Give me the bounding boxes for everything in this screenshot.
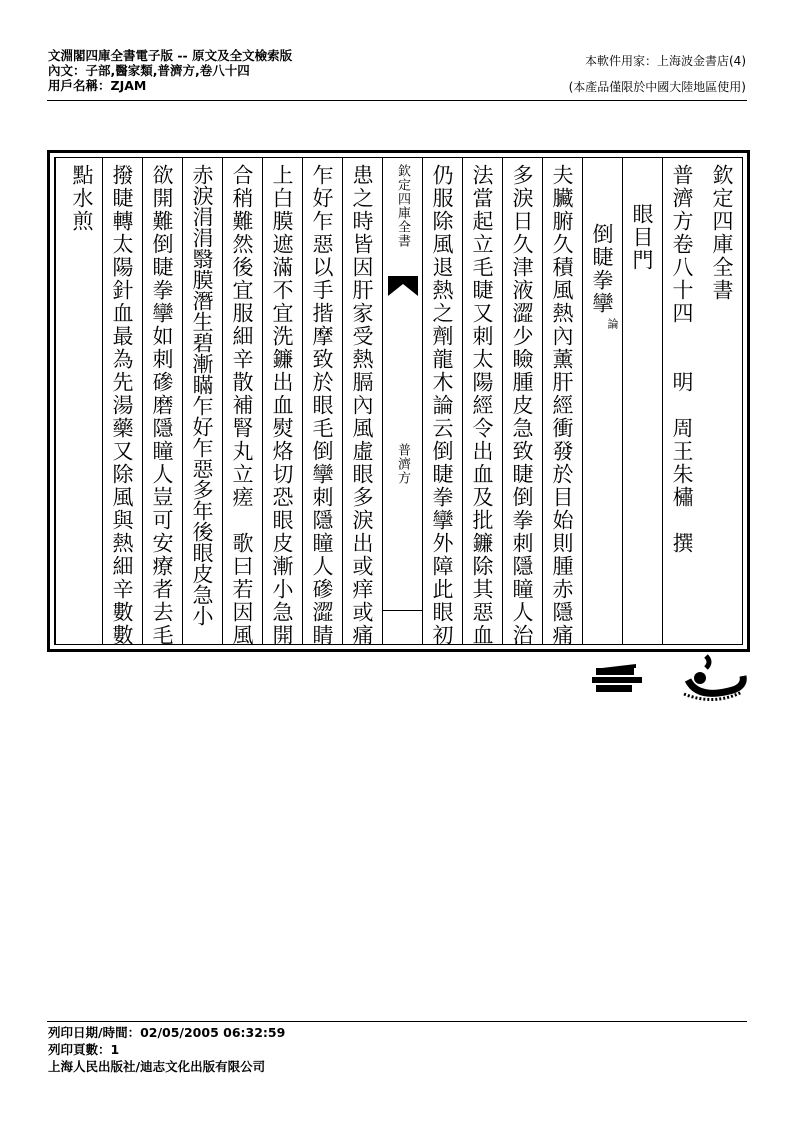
header-right	[569, 48, 746, 100]
footer-rule	[47, 1021, 747, 1022]
text-column-11: 上白膜遮滿不宜洗鐮出血熨烙切恐眼皮漸小急開	[262, 158, 302, 644]
footer	[48, 1024, 285, 1075]
header-username: 用戶名稱：ZJAM	[48, 78, 147, 93]
note-lun: 論	[606, 318, 619, 331]
fish-tail-mark-icon	[388, 276, 418, 296]
text-column-6: 多淚日久津液澀少瞼腫皮急致睫倒拳刺隱瞳人治	[502, 158, 542, 644]
header-left	[48, 48, 292, 93]
text-column-1: 欽定四庫全書	[710, 164, 734, 302]
text-column-9: 患之時皆因肝家受熱膈內風虛眼多淚出或痒或痛	[342, 158, 382, 644]
text-column-14: 欲開難倒睫拳攣如刺磣磨隱瞳人豈可安療者去毛	[142, 158, 182, 644]
header-title: 文淵閣四庫全書電子版 -- 原文及全文檢索版	[48, 48, 293, 63]
center-rule	[383, 610, 422, 611]
text-column-2: 普濟方卷八十四 明 周王朱橚 撰	[662, 158, 702, 644]
publisher-name: 上海人民出版社/迪志文化出版有限公司	[48, 1059, 266, 1074]
header-content-path: 內文：子部,醫家類,普濟方,卷八十四	[48, 63, 250, 78]
text-column-8: 仍服除風退熱之劑龍木論云倒睫拳攣外障此眼初	[422, 158, 462, 644]
center-book-name: 普濟方	[395, 443, 410, 485]
text-column-15: 撥睫轉太陽針血最為先湯藥又除風與熱細辛數數	[102, 158, 142, 644]
text-column-4: 倒睫拳攣 論	[582, 158, 622, 644]
text-grid	[54, 157, 743, 645]
text-column-5: 夫臟腑久積風熱內薰肝經衝發於目始則腫赤隱痛	[542, 158, 582, 644]
header-licensee: 本軟件用家：上海波金書店(4)	[585, 54, 746, 68]
page-frame	[47, 150, 750, 652]
header-rule	[47, 100, 747, 101]
text-column-13: 赤淚涓涓翳膜潛生碧漸瞞乍好乍惡多年後眼皮急小	[182, 158, 222, 644]
text-column-16: 點水煎	[55, 158, 102, 644]
print-datetime: 列印日期/時間：02/05/2005 06:32:59	[48, 1025, 286, 1040]
print-page-count: 列印頁數：1	[48, 1042, 120, 1057]
text-column-12: 合稍難然後宜服細辛散補腎丸立瘥 歌曰若因風	[222, 158, 262, 644]
text-column-7: 法當起立毛睫又刺太陽經令出血及批鐮除其惡血	[462, 158, 502, 644]
publisher-logo-icon	[588, 650, 748, 705]
text-column-10: 乍好乍惡以手揩摩致於眼毛倒攣刺隱瞳人磣澀睛	[302, 158, 342, 644]
center-column	[382, 158, 422, 644]
center-title: 欽定四庫全書	[395, 164, 410, 248]
header-region-note: (本產品僅限於中國大陸地區使用)	[568, 80, 746, 94]
text-column-3: 眼目門	[622, 158, 662, 644]
